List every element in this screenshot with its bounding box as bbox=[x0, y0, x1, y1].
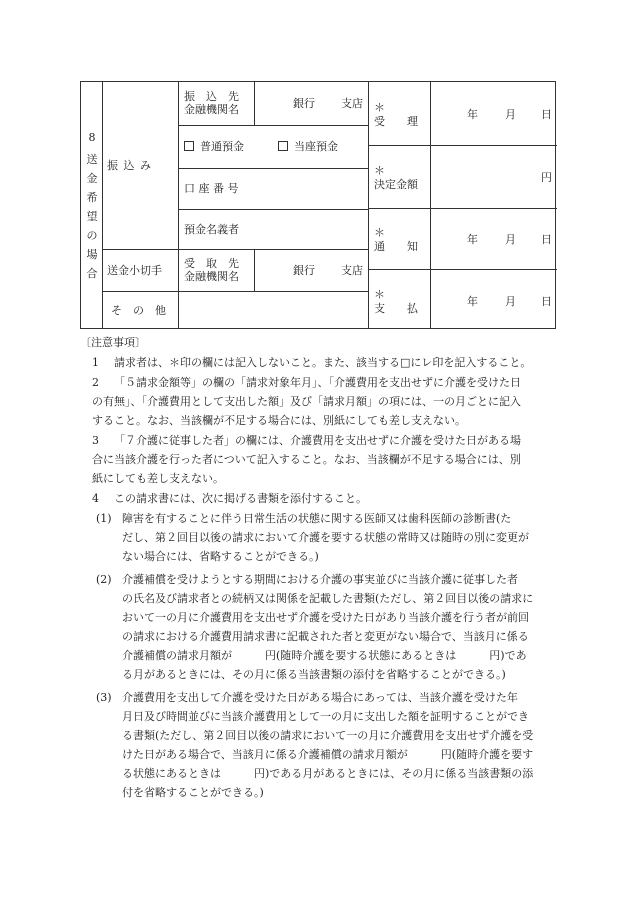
account-type-futsu-checkbox[interactable]: 普通預金 bbox=[184, 140, 244, 153]
tsuchi-year: 年 bbox=[467, 233, 478, 246]
shiharai-year: 年 bbox=[467, 295, 478, 308]
subitem-2-line: おいて一の月に介護費用を支出せず介護を受けた日があり当該介護を行う者が前回 bbox=[122, 611, 529, 624]
office-star: ＊ bbox=[374, 226, 385, 239]
tsuchi-month: 月 bbox=[505, 233, 516, 246]
subitem-3: (3) 介護費用を支出して介護を受けた日がある場合にあっては、当該介護を受けた年 bbox=[96, 691, 518, 704]
kogitte-label: 送金小切手 bbox=[107, 264, 162, 277]
remittance-form-table bbox=[80, 81, 556, 329]
section-number: 8 bbox=[88, 131, 96, 144]
account-holder-label: 預金名義者 bbox=[184, 223, 239, 236]
office-star: ＊ bbox=[374, 101, 385, 114]
subitem-1: (1) 障害を有することに伴う日常生活の状態に関する医師又は歯科医師の診断書(た bbox=[96, 512, 512, 525]
subitem-2-line: 介護補償の請求月額が 円(随時介護を要する状態にあるときは 円)であ bbox=[122, 649, 527, 662]
subitem-1-line: ない場合には、省略することができる。) bbox=[122, 550, 319, 563]
note-item-4: 4 この請求書には、次に掲げる書類を添付すること。 bbox=[92, 492, 367, 505]
juri-month: 月 bbox=[505, 108, 516, 121]
section-label-char: の bbox=[86, 229, 98, 242]
shiharai-month: 月 bbox=[505, 295, 516, 308]
kogitte-bank-unit: 銀行 bbox=[293, 264, 315, 277]
note-item-1: 1 請求者は、＊印の欄には記入しないこと。また、該当する□にレ印を記入すること。 bbox=[92, 356, 532, 369]
checkbox-icon bbox=[184, 141, 194, 151]
section-label-char: 望 bbox=[86, 210, 98, 223]
furikomi-bank-label: 振 込 先 金融機関名 bbox=[184, 90, 239, 116]
section-label-char: 希 bbox=[86, 191, 98, 204]
note-item-3-line: 紙にしても差し支えない。 bbox=[92, 472, 224, 485]
kettei-label: 決定金額 bbox=[374, 178, 418, 191]
section-label-char: 合 bbox=[86, 267, 98, 280]
shiharai-day: 日 bbox=[541, 295, 552, 308]
subitem-3-line: 付を省略することができる。) bbox=[122, 786, 264, 799]
subitem-1-line: だし、第２回目以後の請求において介護を要する状態の常時又は随時の別に変更が bbox=[122, 531, 529, 544]
kogitte-branch-unit: 支店 bbox=[341, 264, 363, 277]
account-type-toza-checkbox[interactable]: 当座預金 bbox=[278, 140, 338, 153]
note-item-2-line: すること。なお、当該欄が不足する場合には、別紙にしても差し支えない。 bbox=[92, 414, 466, 427]
office-star: ＊ bbox=[374, 164, 385, 177]
subitem-3-line: 月日及び時間並びに当該介護費用として一の月に支出した額を証明することができ bbox=[122, 710, 529, 723]
note-item-2-line: の有無」、「介護費用として支出した額」及び「請求月額」の項には、一の月ごとに記入 bbox=[92, 395, 521, 408]
note-item-3-line: 合に当該介護を行った者について記入すること。なお、当該欄が不足する場合には、別 bbox=[92, 453, 521, 466]
shiharai-label: 支 払 bbox=[374, 302, 418, 315]
juri-year: 年 bbox=[467, 108, 478, 121]
tsuchi-label: 通 知 bbox=[374, 240, 418, 253]
subitem-3-line: けた日がある場合で、当該月に係る介護補償の請求月額が 円(随時介護を要す bbox=[122, 748, 534, 761]
kettei-yen: 円 bbox=[541, 171, 552, 184]
section-label-char: 金 bbox=[86, 172, 98, 185]
tsuchi-day: 日 bbox=[541, 233, 552, 246]
subitem-2-line: の請求における介護費用請求書に記載された者と変更がない場合で、当該月に係る bbox=[122, 630, 529, 643]
juri-label: 受 理 bbox=[374, 115, 418, 128]
subitem-3-line: る状態にあるときは 円)である月があるときには、その月に係る当該書類の添 bbox=[122, 767, 534, 780]
subitem-2-line: る月があるときには、その月に係る当該書類の添付を省略することができる。) bbox=[122, 668, 506, 681]
note-item-2: 2 「５請求金額等」の欄の「請求対象年月」、「介護費用を支出せずに介護を受けた日 bbox=[92, 376, 521, 389]
account-number-label: 口 座 番 号 bbox=[184, 182, 239, 195]
furikomi-branch-unit: 支店 bbox=[341, 97, 363, 110]
subitem-2: (2) 介護補償を受けようとする期間における介護の事実並びに当該介護に従事した者 bbox=[96, 573, 518, 586]
furikomi-bank-unit: 銀行 bbox=[293, 97, 315, 110]
note-item-3: 3 「７介護に従事した者」の欄には、介護費用を支出せずに介護を受けた日がある場 bbox=[92, 434, 521, 447]
subitem-2-line: の氏名及び請求者との続柄又は関係を記載した書類(ただし、第２回目以後の請求に bbox=[122, 592, 534, 605]
office-star: ＊ bbox=[374, 288, 385, 301]
section-label-char: 場 bbox=[86, 248, 98, 261]
other-label: そ の 他 bbox=[111, 304, 166, 317]
furikomi-label: 振 込 み bbox=[107, 159, 152, 172]
juri-day: 日 bbox=[541, 108, 552, 121]
kogitte-bank-label: 受 取 先 金融機関名 bbox=[184, 257, 239, 283]
notes-heading: 〔注意事項〕 bbox=[80, 336, 146, 349]
section-label-char: 送 bbox=[86, 153, 98, 166]
subitem-3-line: る書類(ただし、第２回目以後の請求において一の月に介護費用を支出せず介護を受 bbox=[122, 729, 534, 742]
checkbox-icon bbox=[278, 141, 288, 151]
